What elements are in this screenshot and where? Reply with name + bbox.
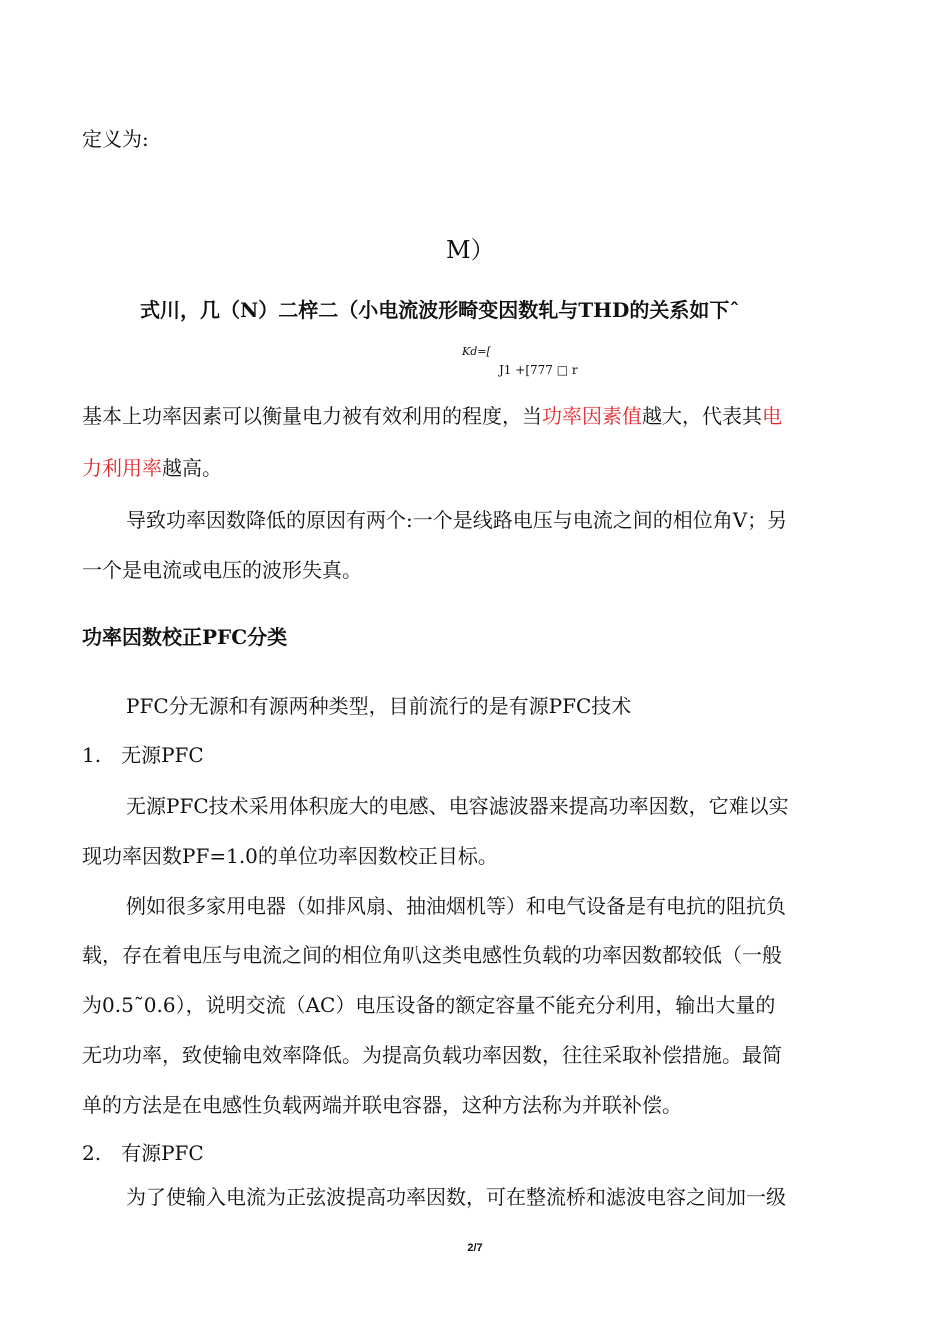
item1-heading (82, 745, 872, 765)
kd-formula-bottom: J1 +[777 □ r (499, 363, 578, 377)
item2-heading (82, 1143, 872, 1163)
item1-title: 无源PFC (121, 743, 204, 767)
formula-m: M） (446, 236, 495, 264)
item1-number: 1. (82, 743, 102, 767)
item1-para2-line1: 例如很多家用电器（如排风扇、抽油烟机等）和电气设备是有电抗的阻抗负 (126, 894, 786, 918)
item1-para2-line3: 为0.5˜0.6），说明交流（AC）电压设备的额定容量不能充分利用，输出大量的 (82, 993, 776, 1017)
paragraph1-text-a: 基本上功率因素可以衡量电力被有效利用的程度，当 (82, 404, 542, 428)
item2-title: 有源PFC (121, 1141, 204, 1165)
section-heading: 功率因数校正PFC分类 (82, 625, 288, 649)
formula-caption: 式川，几（N）二梓二（小电流波形畸变因数轧与THD的关系如下ˆ (140, 298, 740, 322)
paragraph2-line1: 导致功率因数降低的原因有两个:一个是线路电压与电流之间的相位角V；另 (126, 508, 788, 532)
paragraph1-line2 (82, 458, 872, 478)
intro-line: 定义为: (82, 127, 149, 151)
item1-para2-line4: 无功功率，致使输电效率降低。为提高负载功率因数，往往采取补偿措施。最简 (82, 1043, 782, 1067)
item1-para2-line5: 单的方法是在电感性负载两端并联电容器，这种方法称为并联补偿。 (82, 1093, 682, 1117)
paragraph1-text-c: 越高。 (162, 456, 222, 480)
item1-para1-line1: 无源PFC技术采用体积庞大的电感、电容滤波器来提高功率因数，它难以实 (126, 794, 789, 818)
paragraph1-line1 (82, 406, 872, 426)
item1-para1-line2: 现功率因数PF=1.0的单位功率因数校正目标。 (82, 844, 498, 868)
pfc-intro: PFC分无源和有源两种类型，目前流行的是有源PFC技术 (126, 694, 632, 718)
highlight-power-utilization-b: 力利用率 (82, 456, 162, 480)
page-number: 2/7 (467, 1242, 483, 1254)
item1-para2-line2: 载，存在着电压与电流之间的相位角叭这类电感性负载的功率因数都较低（一般 (82, 943, 782, 967)
item2-para1-line1: 为了使输入电流为正弦波提高功率因数，可在整流桥和滤波电容之间加一级 (126, 1185, 786, 1209)
paragraph1-text-b: 越大，代表其 (642, 404, 762, 428)
kd-formula-top: Kd=[ (462, 345, 491, 358)
paragraph2-line2: 一个是电流或电压的波形失真。 (82, 558, 362, 582)
highlight-power-utilization-a: 电 (762, 404, 782, 428)
highlight-power-factor-value: 功率因素值 (542, 404, 642, 428)
item2-number: 2. (82, 1141, 102, 1165)
